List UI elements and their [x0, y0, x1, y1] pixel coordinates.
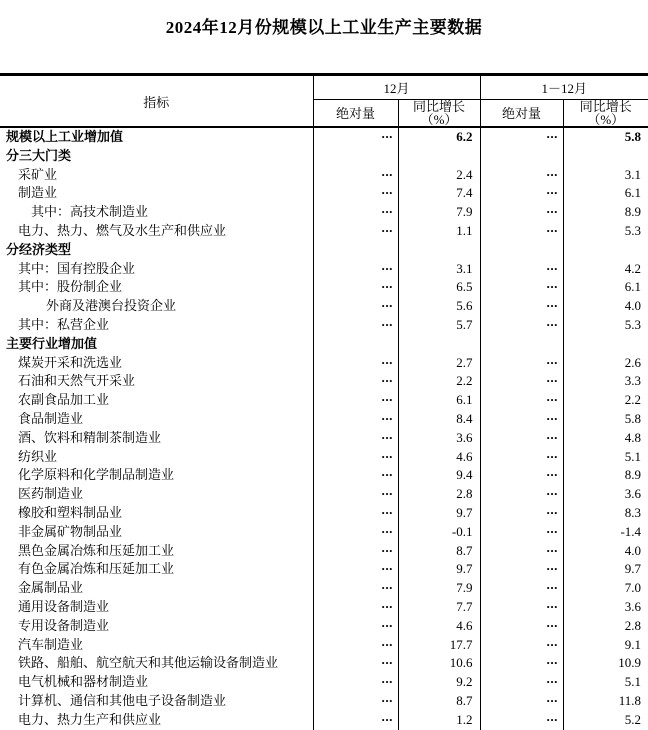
dec-abs-cell: ··· [313, 692, 398, 711]
cum-abs-cell: ··· [480, 617, 563, 636]
indicator-cell [0, 278, 313, 297]
dec-abs-cell [313, 241, 398, 260]
dec-abs-cell: ··· [313, 127, 398, 147]
indicator-label: 其中：股份制企业 [18, 279, 123, 295]
table-row [0, 579, 648, 598]
dec-yoy-cell: 5.6 [398, 297, 480, 316]
indicator-label: 金属制品业 [18, 580, 84, 596]
indicator-label: 有色金属冶炼和压延加工业 [18, 561, 175, 577]
table-row [0, 636, 648, 655]
indicator-cell [0, 391, 313, 410]
cum-yoy-cell: 4.8 [624, 429, 642, 445]
indicator-cell [0, 617, 313, 636]
dec-yoy-cell: 9.7 [398, 504, 480, 523]
dec-abs-cell: ··· [313, 203, 398, 222]
dec-yoy-cell: 2.2 [398, 372, 480, 391]
indicator-label: 专用设备制造业 [18, 617, 110, 633]
indicator-cell [0, 560, 313, 579]
dec-yoy-cell: 2.7 [398, 354, 480, 373]
indicator-cell [0, 673, 313, 692]
indicator-cell [0, 523, 313, 542]
cum-yoy-cell [563, 241, 648, 260]
dec-abs-cell: ··· [313, 579, 398, 598]
dec-yoy-cell: 6.5 [398, 278, 480, 297]
cum-yoy-cell: 4.2 [624, 260, 642, 276]
table-row [0, 598, 648, 617]
indicator-label: 分三大门类 [6, 147, 72, 163]
table-row [0, 448, 648, 467]
dec-yoy-cell: 2.4 [398, 166, 480, 185]
page-title: 2024年12月份规模以上工业生产主要数据 [165, 18, 483, 37]
cum-yoy-cell: 11.8 [618, 692, 642, 708]
indicator-label: 外商及港澳台投资企业 [46, 298, 177, 314]
group-header-jan-dec: 1－12月 [480, 75, 648, 100]
dec-yoy-cell: 2.8 [398, 485, 480, 504]
indicator-cell [0, 429, 313, 448]
table-row [0, 241, 648, 260]
cum-abs-cell: ··· [480, 466, 563, 485]
cum-abs-cell: ··· [480, 598, 563, 617]
indicator-cell [0, 260, 313, 279]
indicator-cell [0, 372, 313, 391]
dec-yoy-cell: 9.7 [398, 560, 480, 579]
cum-abs-cell: ··· [480, 429, 563, 448]
dec-abs-cell: ··· [313, 560, 398, 579]
cum-yoy-cell: 8.3 [624, 504, 642, 520]
dec-abs-cell: ··· [313, 654, 398, 673]
table-row [0, 560, 648, 579]
indicator-label: 电力、热力生产和供应业 [18, 711, 162, 727]
cum-abs-cell: ··· [480, 391, 563, 410]
cum-yoy-cell [563, 335, 648, 354]
dec-abs-cell: ··· [313, 466, 398, 485]
table-row [0, 523, 648, 542]
indicator-cell [0, 147, 313, 166]
dec-abs-cell: ··· [313, 260, 398, 279]
yoy-header-jan-dec-line1: 同比增长 [579, 99, 632, 114]
cum-yoy-cell: 9.7 [624, 561, 642, 577]
indicator-cell [0, 316, 313, 335]
dec-yoy-cell: 17.7 [398, 636, 480, 655]
dec-abs-cell: ··· [313, 504, 398, 523]
data-table [0, 73, 648, 730]
dec-yoy-cell [398, 241, 480, 260]
yoy-header-jan-dec [563, 100, 648, 128]
indicator-cell [0, 166, 313, 185]
cum-abs-cell: ··· [480, 692, 563, 711]
cum-yoy-cell: 2.8 [624, 617, 642, 633]
table-row [0, 692, 648, 711]
indicator-cell [0, 335, 313, 354]
header-group-row [0, 75, 648, 100]
indicator-cell [0, 184, 313, 203]
cum-abs-cell: ··· [480, 297, 563, 316]
cum-abs-cell: ··· [480, 354, 563, 373]
table-row [0, 335, 648, 354]
dec-abs-cell: ··· [313, 391, 398, 410]
dec-abs-cell: ··· [313, 598, 398, 617]
cum-abs-cell: ··· [480, 372, 563, 391]
indicator-label: 汽车制造业 [18, 636, 84, 652]
dec-yoy-cell: 9.4 [398, 466, 480, 485]
cum-abs-cell: ··· [480, 278, 563, 297]
indicator-label: 橡胶和塑料制品业 [18, 504, 123, 520]
dec-abs-cell: ··· [313, 354, 398, 373]
cum-abs-cell [480, 335, 563, 354]
table-row [0, 354, 648, 373]
cum-abs-cell: ··· [480, 448, 563, 467]
dec-yoy-cell: 6.2 [398, 127, 480, 147]
dec-yoy-cell: 8.7 [398, 692, 480, 711]
indicator-label: 铁路、船舶、航空航天和其他运输设备制造业 [18, 655, 279, 671]
indicator-cell [0, 598, 313, 617]
cum-abs-cell: ··· [480, 316, 563, 335]
dec-abs-cell: ··· [313, 711, 398, 730]
cum-abs-cell: ··· [480, 542, 563, 561]
cum-abs-cell: ··· [480, 673, 563, 692]
yoy-header-december-line1: 同比增长 [413, 99, 466, 114]
indicator-cell [0, 711, 313, 730]
cum-yoy-cell: 5.1 [624, 674, 642, 690]
table-row [0, 391, 648, 410]
indicator-cell [0, 354, 313, 373]
dec-abs-cell: ··· [313, 673, 398, 692]
cum-yoy-cell: 7.0 [624, 580, 642, 596]
cum-yoy-cell: 2.6 [624, 354, 642, 370]
table-row [0, 504, 648, 523]
dec-yoy-cell: 8.4 [398, 410, 480, 429]
cum-yoy-cell: 8.9 [624, 467, 642, 483]
cum-abs-cell [480, 241, 563, 260]
dec-abs-cell [313, 335, 398, 354]
dec-yoy-cell: 7.9 [398, 203, 480, 222]
dec-abs-cell [313, 147, 398, 166]
indicator-label: 化学原料和化学制品制造业 [18, 467, 175, 483]
table-row [0, 372, 648, 391]
dec-abs-cell: ··· [313, 523, 398, 542]
dec-yoy-cell [398, 335, 480, 354]
dec-yoy-cell: 5.7 [398, 316, 480, 335]
dec-abs-cell: ··· [313, 184, 398, 203]
dec-yoy-cell: 4.6 [398, 448, 480, 467]
cum-yoy-cell: -1.4 [620, 523, 642, 539]
dec-yoy-cell: 7.4 [398, 184, 480, 203]
indicator-label: 石油和天然气开采业 [18, 373, 136, 389]
indicator-label: 其中：私营企业 [18, 316, 110, 332]
cum-yoy-cell: 10.9 [618, 655, 642, 671]
cum-yoy-cell: 5.1 [624, 448, 642, 464]
table-row [0, 222, 648, 241]
dec-abs-cell: ··· [313, 485, 398, 504]
indicator-cell [0, 485, 313, 504]
dec-yoy-cell: 10.6 [398, 654, 480, 673]
indicator-label: 纺织业 [18, 448, 58, 464]
cum-yoy-cell: 4.0 [624, 542, 642, 558]
dec-abs-cell: ··· [313, 448, 398, 467]
table-row [0, 429, 648, 448]
dec-abs-cell: ··· [313, 278, 398, 297]
cum-yoy-cell: 6.1 [624, 279, 642, 295]
dec-abs-cell: ··· [313, 617, 398, 636]
indicator-label: 分经济类型 [6, 241, 72, 257]
dec-yoy-cell: 7.7 [398, 598, 480, 617]
yoy-header-december [398, 100, 480, 128]
table-header [0, 75, 648, 128]
cum-yoy-cell: 3.6 [624, 598, 642, 614]
cum-abs-cell [480, 147, 563, 166]
indicator-label: 食品制造业 [18, 410, 84, 426]
indicator-label: 农副食品加工业 [18, 392, 110, 408]
table-row [0, 184, 648, 203]
dec-abs-cell: ··· [313, 166, 398, 185]
table-row [0, 485, 648, 504]
indicator-label: 规模以上工业增加值 [6, 129, 124, 144]
cum-abs-cell: ··· [480, 166, 563, 185]
yoy-header-december-line2: （%） [420, 112, 458, 127]
cum-abs-cell: ··· [480, 654, 563, 673]
table-row [0, 297, 648, 316]
cum-yoy-cell: 4.0 [624, 298, 642, 314]
table-row [0, 147, 648, 166]
table-row [0, 127, 648, 147]
indicator-cell [0, 410, 313, 429]
indicator-cell [0, 297, 313, 316]
cum-yoy-cell: 5.3 [624, 316, 642, 332]
dec-abs-cell: ··· [313, 222, 398, 241]
indicator-cell [0, 222, 313, 241]
dec-abs-cell: ··· [313, 429, 398, 448]
indicator-header-cell: 指标 [0, 75, 313, 128]
indicator-cell [0, 579, 313, 598]
group-header-december: 12月 [313, 75, 480, 100]
dec-yoy-cell: 7.9 [398, 579, 480, 598]
table-row [0, 166, 648, 185]
indicator-label: 电力、热力、燃气及水生产和供应业 [18, 222, 227, 238]
indicator-cell [0, 692, 313, 711]
cum-abs-cell: ··· [480, 260, 563, 279]
cum-yoy-cell: 2.2 [624, 392, 642, 408]
indicator-cell [0, 542, 313, 561]
dec-yoy-cell: 8.7 [398, 542, 480, 561]
cum-yoy-cell: 6.1 [624, 185, 642, 201]
table-row [0, 654, 648, 673]
dec-yoy-cell: 3.6 [398, 429, 480, 448]
indicator-label: 医药制造业 [18, 486, 84, 502]
indicator-cell [0, 466, 313, 485]
cum-yoy-cell: 3.1 [624, 166, 642, 182]
cum-abs-cell: ··· [480, 127, 563, 147]
dec-yoy-cell: 1.1 [398, 222, 480, 241]
abs-header-jan-dec: 绝对量 [480, 100, 563, 128]
indicator-cell [0, 448, 313, 467]
indicator-label: 通用设备制造业 [18, 598, 110, 614]
cum-abs-cell: ··· [480, 410, 563, 429]
dec-abs-cell: ··· [313, 542, 398, 561]
table-row [0, 673, 648, 692]
table-row [0, 617, 648, 636]
indicator-cell [0, 127, 313, 147]
cum-abs-cell: ··· [480, 523, 563, 542]
table-row [0, 260, 648, 279]
dec-yoy-cell: 1.2 [398, 711, 480, 730]
dec-yoy-cell: -0.1 [398, 523, 480, 542]
dec-yoy-cell: 6.1 [398, 391, 480, 410]
cum-abs-cell: ··· [480, 485, 563, 504]
dec-yoy-cell: 4.6 [398, 617, 480, 636]
yoy-header-jan-dec-line2: （%） [587, 112, 625, 127]
indicator-cell [0, 203, 313, 222]
cum-yoy-cell: 8.9 [624, 204, 642, 220]
cum-abs-cell: ··· [480, 184, 563, 203]
table-row [0, 316, 648, 335]
indicator-cell [0, 654, 313, 673]
indicator-cell [0, 241, 313, 260]
dec-yoy-cell [398, 147, 480, 166]
abs-header-december: 绝对量 [313, 100, 398, 128]
indicator-label: 计算机、通信和其他电子设备制造业 [18, 692, 227, 708]
dec-yoy-cell: 9.2 [398, 673, 480, 692]
cum-abs-cell: ··· [480, 222, 563, 241]
dec-abs-cell: ··· [313, 316, 398, 335]
indicator-label: 黑色金属冶炼和压延加工业 [18, 542, 175, 558]
dec-abs-cell: ··· [313, 410, 398, 429]
indicator-cell [0, 504, 313, 523]
indicator-label: 采矿业 [18, 166, 58, 182]
indicator-label: 煤炭开采和洗选业 [18, 354, 123, 370]
dec-abs-cell: ··· [313, 636, 398, 655]
cum-abs-cell: ··· [480, 579, 563, 598]
cum-abs-cell: ··· [480, 711, 563, 730]
cum-abs-cell: ··· [480, 560, 563, 579]
table-row [0, 542, 648, 561]
dec-abs-cell: ··· [313, 372, 398, 391]
indicator-label: 其中：国有控股企业 [18, 260, 136, 276]
cum-yoy-cell: 5.8 [624, 410, 642, 426]
cum-abs-cell: ··· [480, 504, 563, 523]
dec-yoy-cell: 3.1 [398, 260, 480, 279]
cum-yoy-cell [563, 147, 648, 166]
dec-abs-cell: ··· [313, 297, 398, 316]
indicator-label: 酒、饮料和精制茶制造业 [18, 429, 162, 445]
cum-yoy-cell: 3.3 [624, 373, 642, 389]
cum-yoy-cell: 5.8 [624, 129, 642, 144]
indicator-label: 制造业 [18, 185, 58, 201]
cum-yoy-cell: 9.1 [624, 636, 642, 652]
indicator-cell [0, 636, 313, 655]
table-row [0, 466, 648, 485]
indicator-label: 电气机械和器材制造业 [18, 674, 149, 690]
table-body [0, 127, 648, 730]
cum-abs-cell: ··· [480, 203, 563, 222]
table-row [0, 711, 648, 730]
table-row [0, 203, 648, 222]
indicator-label: 非金属矿物制品业 [18, 523, 123, 539]
indicator-label: 其中：高技术制造业 [31, 204, 149, 220]
cum-abs-cell: ··· [480, 636, 563, 655]
cum-yoy-cell: 5.2 [624, 711, 642, 727]
table-row [0, 278, 648, 297]
indicator-label: 主要行业增加值 [6, 335, 98, 351]
table-row [0, 410, 648, 429]
cum-yoy-cell: 5.3 [624, 222, 642, 238]
cum-yoy-cell: 3.6 [624, 486, 642, 502]
